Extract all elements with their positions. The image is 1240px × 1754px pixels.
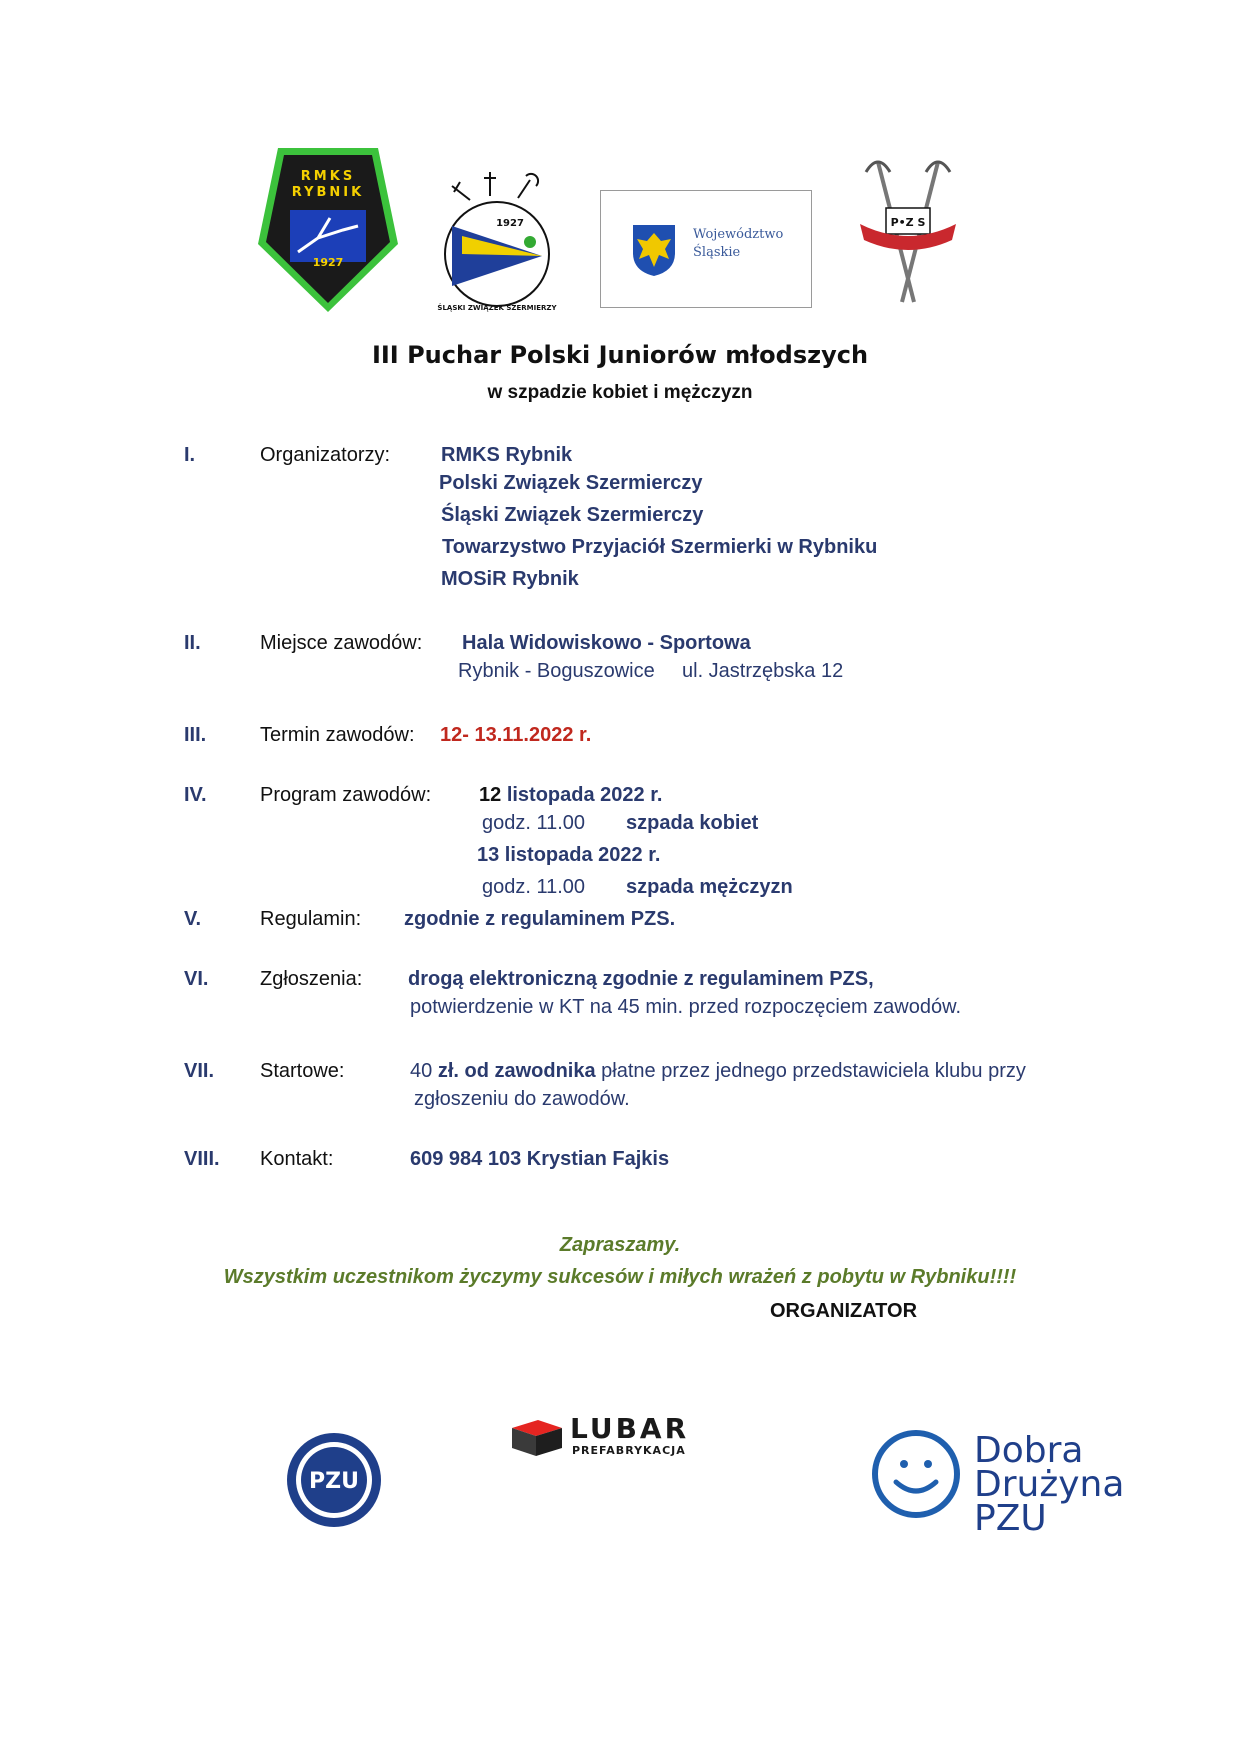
rmks-rybnik-logo: [258, 148, 398, 312]
program-time-2: godz. 11.00: [482, 876, 586, 898]
program-event-2: szpada mężczyzn: [626, 876, 793, 898]
lubar-cube-icon: [508, 1414, 566, 1458]
entry-fee-rest: płatne przez jednego przedstawiciela klubu przy: [595, 1060, 1026, 1082]
program-day-1-number: 12: [479, 784, 502, 806]
section-7-label: Startowe:: [260, 1060, 345, 1082]
entry-fee-line-2: zgłoszeniu do zawodów.: [414, 1088, 630, 1110]
lubar-logo: [508, 1414, 736, 1460]
section-8-number: VIII.: [184, 1148, 220, 1170]
dobra-druzyna-line2: Drużyna: [974, 1464, 1125, 1505]
organizer-item: RMKS Rybnik: [441, 444, 573, 466]
organizer-item: Śląski Związek Szermierczy: [441, 504, 704, 526]
section-2-number: II.: [184, 632, 201, 654]
lubar-sub-text: PREFABRYKACJA: [572, 1444, 686, 1457]
contact-info: 609 984 103 Krystian Fajkis: [410, 1148, 670, 1170]
rmks-line2: RYBNIK: [291, 185, 365, 200]
venue-street: ul. Jastrzębska 12: [682, 660, 844, 682]
section-5-number: V.: [184, 908, 202, 930]
rules-text: zgodnie z regulaminem PZS.: [404, 908, 676, 930]
program-day-1: [479, 784, 662, 807]
section-6-number: VI.: [184, 968, 209, 990]
closing-wishes: Wszystkim uczestnikom życzymy sukcesów i miłych wrażeń z pobytu w Rybniku!!!!: [223, 1266, 1017, 1288]
registration-line-1: drogą elektroniczną zgodnie z regulaminem PZS,: [408, 968, 874, 990]
section-7-number: VII.: [184, 1060, 215, 1082]
pzs-text: P•Z S: [890, 216, 926, 229]
page-title: III Puchar Polski Juniorów młodszych: [371, 341, 869, 369]
venue-city: Rybnik - Boguszowice: [458, 660, 655, 682]
slaski-zwiazek-logo: [432, 166, 562, 312]
rmks-year: 1927: [312, 256, 344, 269]
organizer-item: Towarzystwo Przyjaciół Szermierki w Rybniku: [442, 536, 878, 558]
section-3-number: III.: [184, 724, 207, 746]
section-2-label: Miejsce zawodów:: [260, 632, 423, 654]
slaski-year: 1927: [496, 218, 524, 229]
registration-line-2: potwierdzenie w KT na 45 min. przed rozpoczęciem zawodów.: [410, 996, 962, 1018]
dobra-druzyna-line1: Dobra: [974, 1430, 1084, 1471]
venue-name: Hala Widowiskowo - Sportowa: [462, 632, 751, 654]
program-event-1: szpada kobiet: [626, 812, 759, 834]
closing-invite: Zapraszamy.: [559, 1234, 681, 1256]
slaski-ring-text: ŚLĄSKI ZWIĄZEK SZERMIERZY: [437, 304, 557, 312]
eagle-coat-of-arms-icon: [631, 223, 677, 277]
wojewodztwo-slaskie-logo: [600, 190, 812, 308]
smiley-icon: [870, 1428, 962, 1520]
pzu-text: PZU: [309, 1469, 359, 1494]
section-3-label: Termin zawodów:: [260, 724, 415, 746]
wojewodztwo-line1: Województwo: [693, 227, 784, 242]
closing-signoff: ORGANIZATOR: [770, 1300, 918, 1322]
section-4-number: IV.: [184, 784, 207, 806]
program-day-1-rest: listopada 2022 r.: [506, 784, 663, 806]
organizer-item: Polski Związek Szermierczy: [439, 472, 703, 494]
section-4-label: Program zawodów:: [260, 784, 432, 806]
pzs-logo: [856, 152, 960, 312]
event-date: 12- 13.11.2022 r.: [440, 724, 592, 746]
entry-fee-unit: zł. od zawodnika: [437, 1060, 596, 1082]
section-8-label: Kontakt:: [260, 1148, 334, 1170]
section-1-label: Organizatorzy:: [260, 444, 391, 466]
section-1-number: I.: [184, 444, 196, 466]
dobra-druzyna-line3: PZU: [974, 1498, 1047, 1539]
page-subtitle: w szpadzie kobiet i mężczyzn: [487, 382, 753, 403]
program-time-1: godz. 11.00: [482, 812, 586, 834]
pzu-logo: [284, 1430, 384, 1530]
section-5-label: Regulamin:: [260, 908, 362, 930]
program-day-2: 13 listopada 2022 r.: [477, 844, 661, 866]
lubar-main-text: LUBAR: [570, 1412, 690, 1445]
organizer-item: MOSiR Rybnik: [441, 568, 579, 590]
section-6-label: Zgłoszenia:: [260, 968, 363, 990]
entry-fee-line-1: [410, 1060, 1026, 1083]
wojewodztwo-line2: Śląskie: [693, 245, 741, 260]
rmks-line1: RMKS: [300, 169, 356, 184]
entry-fee-amount: 40: [410, 1060, 438, 1082]
